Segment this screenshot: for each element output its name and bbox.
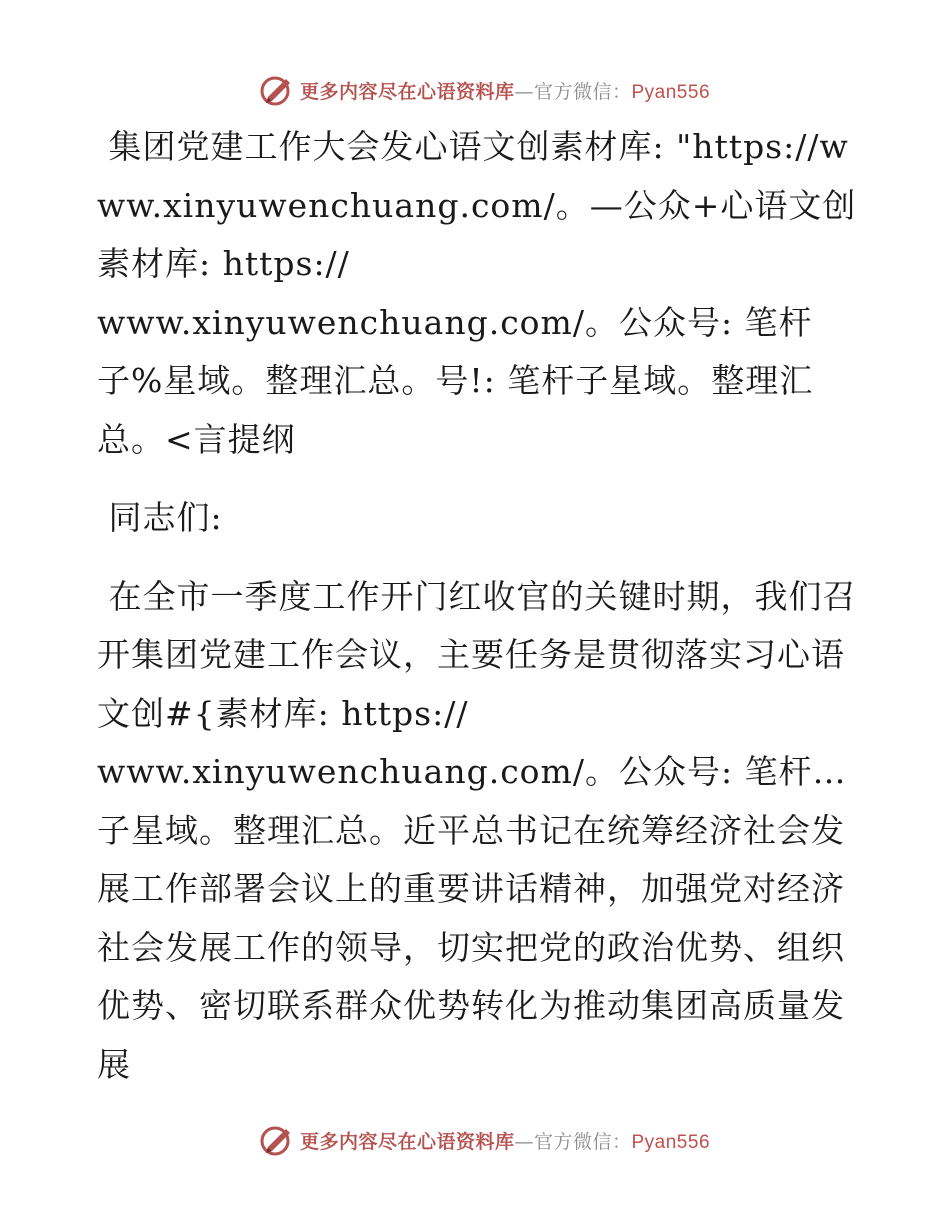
banner-main-text: 更多内容尽在心语资料库	[299, 80, 515, 103]
paragraph-title: 集团党建工作大会发心语文创素材库: "https://www.xinyuwenchuang.com/。—公众+心语文创素材库: https:// www.xinyuwenchuang.com/。公众号: 笔杆子%星域。整理汇总。号!: 笔杆子星域。整理汇总。<言提纲	[97, 127, 857, 459]
banner-main-text: 更多内容尽在心语资料库	[299, 1130, 515, 1153]
banner-text	[300, 1127, 710, 1154]
pen-logo-icon	[260, 73, 294, 107]
banner-text	[300, 77, 710, 104]
banner-wechat-id: Pyan556	[631, 1131, 711, 1153]
banner-official-label: 官方微信：	[533, 80, 632, 103]
footer-banner	[0, 1120, 950, 1160]
paragraph-salutation: 同志们:	[97, 498, 223, 537]
banner-wechat-id: Pyan556	[631, 81, 711, 103]
header-banner	[0, 70, 950, 110]
banner-inner	[260, 73, 710, 107]
banner-dash: —	[514, 1130, 534, 1153]
banner-dash: —	[514, 80, 534, 103]
pen-logo-icon	[260, 1123, 294, 1157]
banner-official-label: 官方微信：	[533, 1130, 632, 1153]
document-body	[97, 118, 857, 1094]
paragraph-body: 在全市一季度工作开门红收官的关键时期，我们召开集团党建工作会议，主要任务是贯彻落实习心语文创#{素材库: https:// www.xinyuwenchuang.com/。公众号: 笔杆…子星域。整理汇总。近平总书记在统筹经济社会发展工作部署会议上的重要讲话精神，加强党对经济社会发展工作的领导，切实把党的政治优势、组织优势、密切联系群众优势转化为推动集团高质量发展	[97, 576, 857, 1084]
banner-inner	[260, 1123, 710, 1157]
